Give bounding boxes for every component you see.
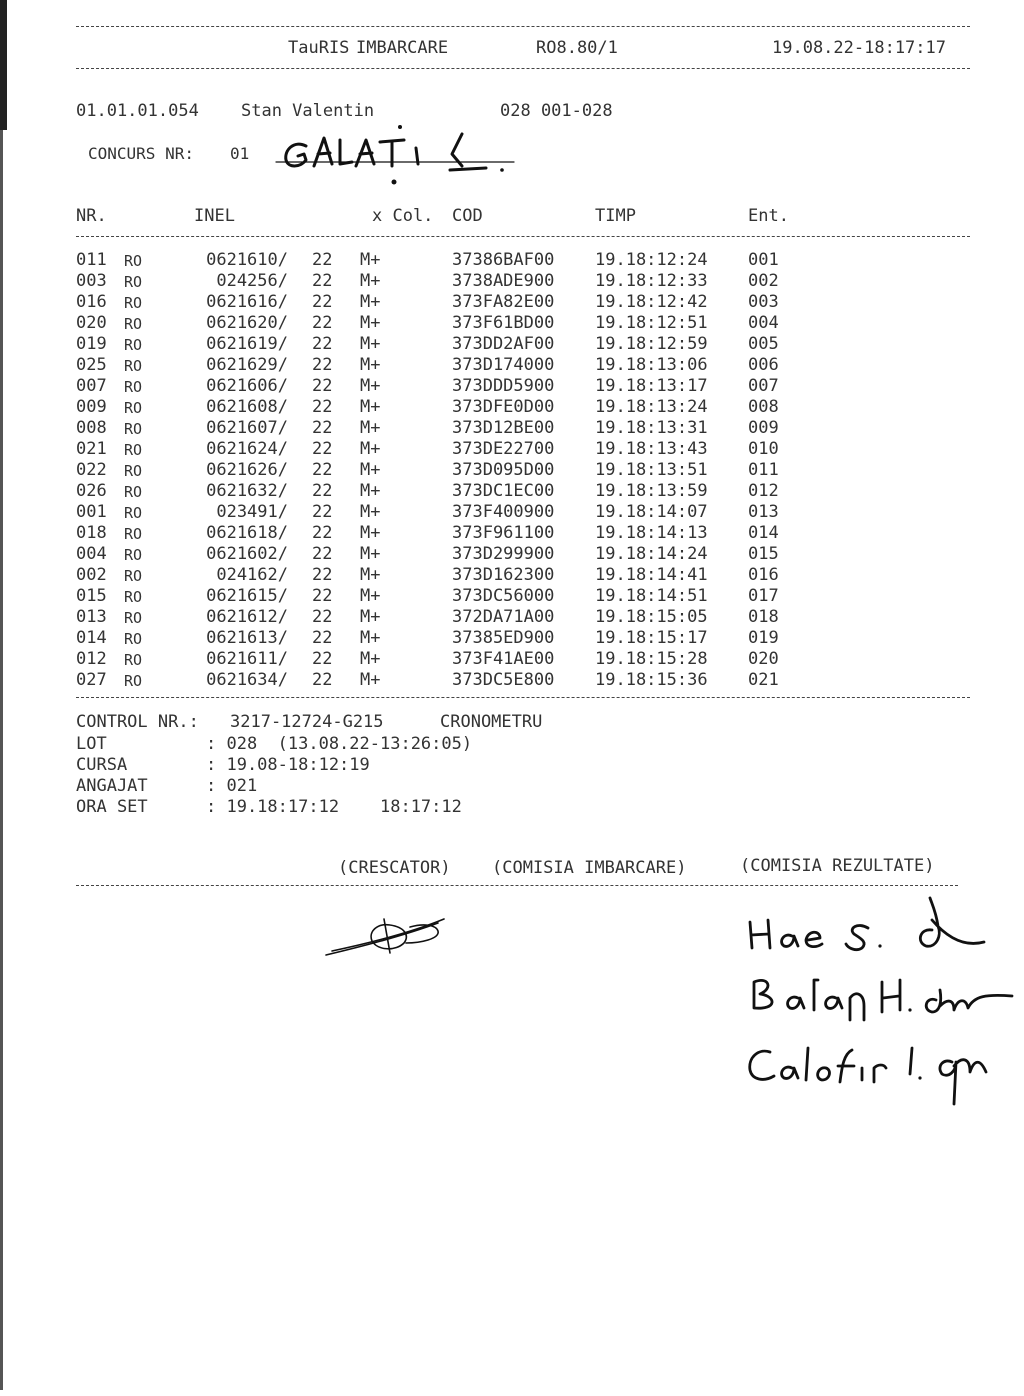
cell-nr: 016 xyxy=(76,292,107,312)
cell-ent: 018 xyxy=(748,607,779,627)
cell-inel: 0621619/ xyxy=(206,334,288,354)
cell-sex: M+ xyxy=(360,607,381,627)
cell-ent: 008 xyxy=(748,397,779,417)
cell-cod: 373DDD5900 xyxy=(452,376,555,396)
cell-timp: 19.18:12:33 xyxy=(595,271,708,291)
fancier-name: Stan Valentin xyxy=(241,101,375,121)
header-bottom-rule xyxy=(76,68,970,69)
fancier-code: 01.01.01.054 xyxy=(76,101,199,121)
committee-handwritten-signatures xyxy=(740,890,1020,1120)
cell-inel: 0621612/ xyxy=(206,607,288,627)
cell-inel: 0621615/ xyxy=(206,586,288,606)
table-row xyxy=(0,439,1024,460)
cell-timp: 19.18:13:59 xyxy=(595,481,708,501)
cell-cod: 37386BAF00 xyxy=(452,250,555,270)
cell-nr: 002 xyxy=(76,565,107,585)
cell-cod: 37385ED900 xyxy=(452,628,555,648)
cell-an: 22 xyxy=(312,355,333,375)
cell-an: 22 xyxy=(312,250,333,270)
cell-an: 22 xyxy=(312,628,333,648)
cell-timp: 19.18:13:24 xyxy=(595,397,708,417)
cell-sex: M+ xyxy=(360,313,381,333)
cell-cod: 3738ADE900 xyxy=(452,271,555,291)
cell-cod: 373F400900 xyxy=(452,502,555,522)
system-name: TauRIS xyxy=(288,38,350,58)
cell-cod: 373F61BD00 xyxy=(452,313,555,333)
cell-ent: 006 xyxy=(748,355,779,375)
cell-sex: M+ xyxy=(360,523,381,543)
cell-an: 22 xyxy=(312,271,333,291)
cell-an: 22 xyxy=(312,544,333,564)
cursa-value: : 19.08-18:12:19 xyxy=(206,755,370,775)
cell-an: 22 xyxy=(312,523,333,543)
cell-tara: RO xyxy=(124,315,143,333)
cell-sex: M+ xyxy=(360,355,381,375)
cell-ent: 015 xyxy=(748,544,779,564)
cell-tara: RO xyxy=(124,483,143,501)
cell-inel: 0621624/ xyxy=(206,439,288,459)
cell-ent: 020 xyxy=(748,649,779,669)
cell-nr: 026 xyxy=(76,481,107,501)
cell-nr: 001 xyxy=(76,502,107,522)
table-row xyxy=(0,397,1024,418)
cell-an: 22 xyxy=(312,565,333,585)
col-header-cod: COD xyxy=(452,206,483,226)
cell-timp: 19.18:14:24 xyxy=(595,544,708,564)
sig-label-comisia-rezultate: (COMISIA REZULTATE) xyxy=(740,856,935,876)
cell-sex: M+ xyxy=(360,376,381,396)
cell-tara: RO xyxy=(124,294,143,312)
cell-ent: 005 xyxy=(748,334,779,354)
cell-inel: 0621606/ xyxy=(206,376,288,396)
concurs-number: 01 xyxy=(230,144,250,163)
cell-timp: 19.18:14:51 xyxy=(595,586,708,606)
cell-tara: RO xyxy=(124,441,143,459)
cell-inel: 0621613/ xyxy=(206,628,288,648)
cell-ent: 016 xyxy=(748,565,779,585)
cell-nr: 007 xyxy=(76,376,107,396)
cell-ent: 003 xyxy=(748,292,779,312)
table-row xyxy=(0,565,1024,586)
cell-ent: 002 xyxy=(748,271,779,291)
cell-an: 22 xyxy=(312,586,333,606)
cell-sex: M+ xyxy=(360,397,381,417)
cell-timp: 19.18:13:06 xyxy=(595,355,708,375)
cell-sex: M+ xyxy=(360,250,381,270)
table-row xyxy=(0,355,1024,376)
cell-sex: M+ xyxy=(360,586,381,606)
table-row xyxy=(0,250,1024,271)
cell-an: 22 xyxy=(312,607,333,627)
cell-ent: 009 xyxy=(748,418,779,438)
cell-timp: 19.18:12:51 xyxy=(595,313,708,333)
table-row xyxy=(0,481,1024,502)
cell-nr: 025 xyxy=(76,355,107,375)
cell-tara: RO xyxy=(124,630,143,648)
cell-nr: 004 xyxy=(76,544,107,564)
signature-rule xyxy=(76,885,958,886)
cell-cod: 373DC5E800 xyxy=(452,670,555,690)
cell-nr: 015 xyxy=(76,586,107,606)
cell-an: 22 xyxy=(312,313,333,333)
cell-nr: 027 xyxy=(76,670,107,690)
cell-timp: 19.18:15:05 xyxy=(595,607,708,627)
cell-ent: 011 xyxy=(748,460,779,480)
cell-inel: 0621602/ xyxy=(206,544,288,564)
cell-sex: M+ xyxy=(360,292,381,312)
cell-ent: 021 xyxy=(748,670,779,690)
cell-inel: 0621626/ xyxy=(206,460,288,480)
table-row xyxy=(0,670,1024,691)
cell-nr: 018 xyxy=(76,523,107,543)
header-datetime: 19.08.22-18:17:17 xyxy=(772,38,946,58)
cell-timp: 19.18:12:59 xyxy=(595,334,708,354)
cell-ent: 013 xyxy=(748,502,779,522)
table-bottom-rule xyxy=(76,697,970,698)
col-header-timp: TIMP xyxy=(595,206,636,226)
table-row xyxy=(0,460,1024,481)
cell-an: 22 xyxy=(312,334,333,354)
control-label: CONTROL NR.: xyxy=(76,712,199,732)
cell-an: 22 xyxy=(312,397,333,417)
cell-nr: 008 xyxy=(76,418,107,438)
cell-tara: RO xyxy=(124,588,143,606)
cell-cod: 373D162300 xyxy=(452,565,555,585)
cell-timp: 19.18:14:13 xyxy=(595,523,708,543)
cell-nr: 021 xyxy=(76,439,107,459)
col-header-inel: INEL xyxy=(194,206,235,226)
cell-cod: 373FA82E00 xyxy=(452,292,555,312)
table-row xyxy=(0,544,1024,565)
cell-inel: 0621629/ xyxy=(206,355,288,375)
cell-timp: 19.18:13:31 xyxy=(595,418,708,438)
concurs-label: CONCURS NR: xyxy=(88,144,194,163)
cell-inel: 0621611/ xyxy=(206,649,288,669)
cell-inel: 0621610/ xyxy=(206,250,288,270)
cell-timp: 19.18:13:17 xyxy=(595,376,708,396)
handwritten-race-name xyxy=(270,120,520,190)
lot-value: : 028 (13.08.22-13:26:05) xyxy=(206,734,473,754)
cell-sex: M+ xyxy=(360,544,381,564)
cell-an: 22 xyxy=(312,460,333,480)
cell-sex: M+ xyxy=(360,418,381,438)
table-row xyxy=(0,523,1024,544)
cell-an: 22 xyxy=(312,649,333,669)
angajat-label: ANGAJAT xyxy=(76,776,148,796)
cell-tara: RO xyxy=(124,672,143,690)
cell-inel: 0621616/ xyxy=(206,292,288,312)
cell-inel: 0621632/ xyxy=(206,481,288,501)
cell-timp: 19.18:12:42 xyxy=(595,292,708,312)
table-row xyxy=(0,607,1024,628)
lot-label: LOT xyxy=(76,734,107,754)
cell-inel: 0621618/ xyxy=(206,523,288,543)
cell-sex: M+ xyxy=(360,334,381,354)
mode-label: IMBARCARE xyxy=(356,38,449,58)
table-row xyxy=(0,292,1024,313)
cell-timp: 19.18:13:51 xyxy=(595,460,708,480)
cell-tara: RO xyxy=(124,504,143,522)
cell-tara: RO xyxy=(124,567,143,585)
cell-nr: 011 xyxy=(76,250,107,270)
cell-an: 22 xyxy=(312,418,333,438)
cell-cod: 373D12BE00 xyxy=(452,418,555,438)
cell-timp: 19.18:13:43 xyxy=(595,439,708,459)
col-header-ent: Ent. xyxy=(748,206,789,226)
cell-cod: 373D299900 xyxy=(452,544,555,564)
cell-sex: M+ xyxy=(360,271,381,291)
cell-tara: RO xyxy=(124,357,143,375)
cell-an: 22 xyxy=(312,481,333,501)
cell-timp: 19.18:14:07 xyxy=(595,502,708,522)
ora-set-label: ORA SET xyxy=(76,797,148,817)
cell-nr: 012 xyxy=(76,649,107,669)
cell-sex: M+ xyxy=(360,502,381,522)
cell-inel: 0621620/ xyxy=(206,313,288,333)
basket-count: 028 001-028 xyxy=(500,101,613,121)
cell-tara: RO xyxy=(124,399,143,417)
table-row xyxy=(0,502,1024,523)
cell-tara: RO xyxy=(124,273,143,291)
cell-nr: 014 xyxy=(76,628,107,648)
cell-ent: 014 xyxy=(748,523,779,543)
cell-cod: 373D174000 xyxy=(452,355,555,375)
cursa-label: CURSA xyxy=(76,755,128,775)
cell-sex: M+ xyxy=(360,460,381,480)
header-top-rule xyxy=(76,26,970,27)
cell-sex: M+ xyxy=(360,439,381,459)
cell-sex: M+ xyxy=(360,481,381,501)
cell-tara: RO xyxy=(124,609,143,627)
cell-nr: 013 xyxy=(76,607,107,627)
table-row xyxy=(0,649,1024,670)
cell-cod: 372DA71A00 xyxy=(452,607,555,627)
cell-ent: 012 xyxy=(748,481,779,501)
table-row xyxy=(0,376,1024,397)
sig-label-crescator: (CRESCATOR) xyxy=(338,858,451,878)
cell-timp: 19.18:14:41 xyxy=(595,565,708,585)
cell-cod: 373F41AE00 xyxy=(452,649,555,669)
cell-tara: RO xyxy=(124,378,143,396)
cell-nr: 019 xyxy=(76,334,107,354)
cell-cod: 373DE22700 xyxy=(452,439,555,459)
cell-ent: 001 xyxy=(748,250,779,270)
cell-an: 22 xyxy=(312,670,333,690)
cell-inel: 0621607/ xyxy=(206,418,288,438)
cell-ent: 017 xyxy=(748,586,779,606)
cell-cod: 373D095D00 xyxy=(452,460,555,480)
cell-nr: 003 xyxy=(76,271,107,291)
cell-tara: RO xyxy=(124,336,143,354)
cell-ent: 007 xyxy=(748,376,779,396)
table-row xyxy=(0,628,1024,649)
cell-timp: 19.18:12:24 xyxy=(595,250,708,270)
cell-nr: 009 xyxy=(76,397,107,417)
col-header-xcol: x Col. xyxy=(372,206,434,226)
cell-inel: 0621634/ xyxy=(206,670,288,690)
sig-label-comisia-imbarcare: (COMISIA IMBARCARE) xyxy=(492,858,687,878)
cell-ent: 019 xyxy=(748,628,779,648)
cell-cod: 373DC56000 xyxy=(452,586,555,606)
cell-ent: 004 xyxy=(748,313,779,333)
cell-sex: M+ xyxy=(360,565,381,585)
cell-an: 22 xyxy=(312,439,333,459)
table-row xyxy=(0,271,1024,292)
cell-an: 22 xyxy=(312,502,333,522)
cell-nr: 020 xyxy=(76,313,107,333)
table-row xyxy=(0,586,1024,607)
cell-cod: 373DFE0D00 xyxy=(452,397,555,417)
control-type: CRONOMETRU xyxy=(440,712,543,732)
cell-timp: 19.18:15:17 xyxy=(595,628,708,648)
cell-tara: RO xyxy=(124,252,143,270)
cell-tara: RO xyxy=(124,651,143,669)
cell-sex: M+ xyxy=(360,670,381,690)
cell-tara: RO xyxy=(124,546,143,564)
cell-sex: M+ xyxy=(360,649,381,669)
col-header-nr: NR. xyxy=(76,206,107,226)
cell-inel: 024162/ xyxy=(216,565,288,585)
cell-inel: 024256/ xyxy=(216,271,288,291)
cell-timp: 19.18:15:28 xyxy=(595,649,708,669)
cell-tara: RO xyxy=(124,420,143,438)
scan-edge-mark xyxy=(0,0,7,130)
table-row xyxy=(0,313,1024,334)
cell-cod: 373DC1EC00 xyxy=(452,481,555,501)
table-row xyxy=(0,334,1024,355)
crescator-signature xyxy=(320,905,450,960)
cell-tara: RO xyxy=(124,462,143,480)
cell-inel: 0621608/ xyxy=(206,397,288,417)
ora-set-value: : 19.18:17:12 18:17:12 xyxy=(206,797,462,817)
cell-ent: 010 xyxy=(748,439,779,459)
cell-cod: 373DD2AF00 xyxy=(452,334,555,354)
cell-cod: 373F961100 xyxy=(452,523,555,543)
cell-tara: RO xyxy=(124,525,143,543)
cell-timp: 19.18:15:36 xyxy=(595,670,708,690)
cell-an: 22 xyxy=(312,292,333,312)
cell-sex: M+ xyxy=(360,628,381,648)
table-row xyxy=(0,418,1024,439)
cell-inel: 023491/ xyxy=(216,502,288,522)
angajat-value: : 021 xyxy=(206,776,258,796)
cell-an: 22 xyxy=(312,376,333,396)
cell-nr: 022 xyxy=(76,460,107,480)
table-header-rule xyxy=(76,236,970,237)
version-label: RO8.80/1 xyxy=(536,38,618,58)
control-value: 3217-12724-G215 xyxy=(230,712,384,732)
